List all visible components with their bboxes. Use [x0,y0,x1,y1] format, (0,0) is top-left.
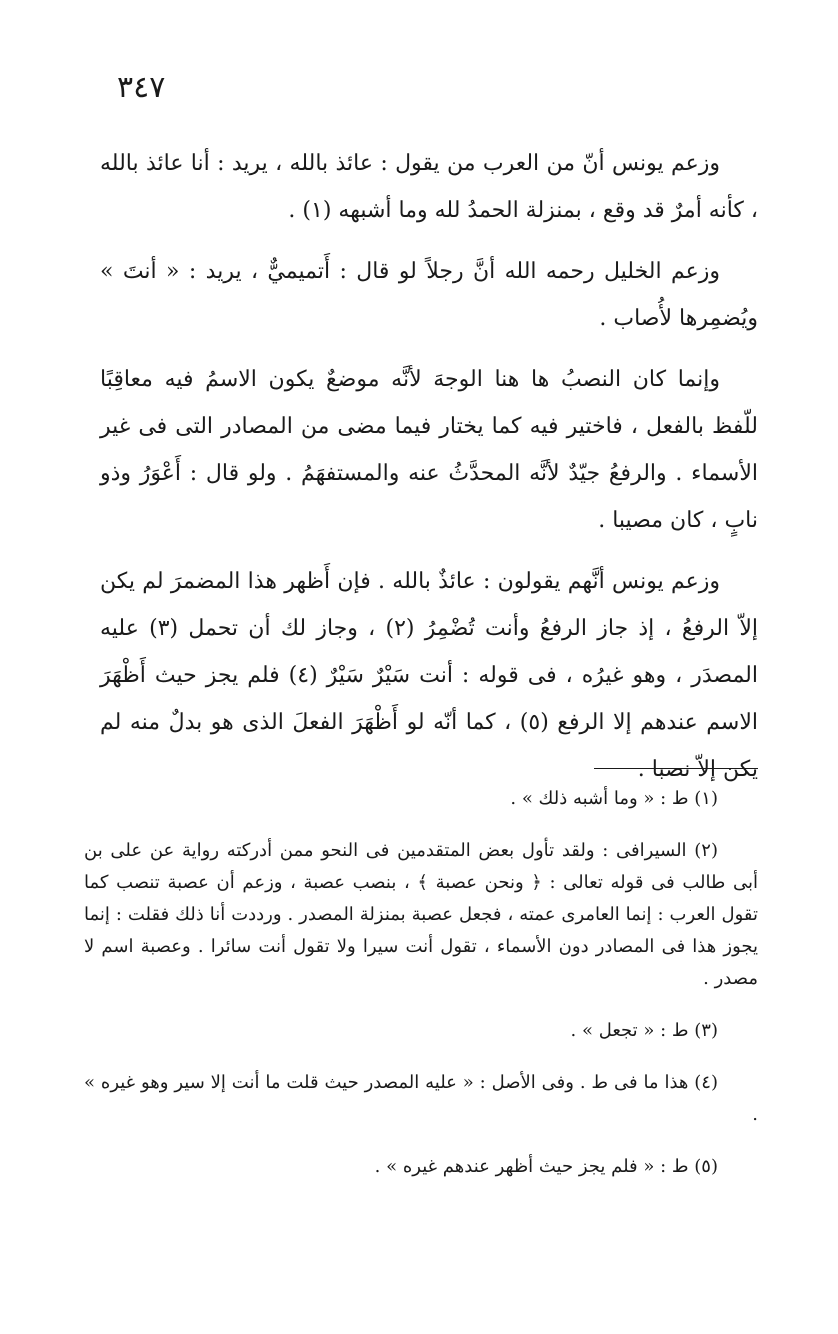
paragraph: وزعم يونس أنّ من العرب من يقول : عائذ بالله ، يريد : أنا عائذ بالله ، كأنه أمرٌ قد وقع ، بمنزلة الحمدُ لله وما أشبهه (١) . [100,151,758,223]
footnote-separator [594,768,758,769]
paragraph: وزعم الخليل رحمه الله أنَّ رجلاً لو قال : أَتميميٌّ ، يريد : « أنتَ » ويُضمِرها لأُصاب . [100,259,758,331]
footnotes [84,783,758,1203]
paragraph: وزعم يونس أنَّهم يقولون : عائذٌ بالله . فإن أَظهر هذا المضمرَ لم يكن إلاّ الرفعُ ، إذ جاز الرفعُ وأنت تُضْمِرُ (٢) ، وجاز لك أن تحمل (٣) عليه المصدَر ، وهو غيرُه ، فى قوله : أنت سَيْرٌ سَيْرٌ (٤) فلم يجز حيث أَظْهَرَ الاسم عندهم إلا الرفع (٥) ، كما أنّه لو أَظْهَرَ الفعلَ الذى هو بدلٌ منه لم يكن إلاّ نصبا . [100,569,759,782]
page-number: ٣٤٧ [117,70,166,105]
footnote: (٣) ط : « تجعل » . [570,1020,718,1041]
paragraph: وإنما كان النصبُ ها هنا الوجهَ لأنَّه موضعٌ يكون الاسمُ فيه معاقِبًا للّفظ بالفعل ، فاختير فيه كما يختار فيما مضى من المصادر التى فى غير الأسماء . والرفعُ جيّدٌ لأنَّه المحدَّثُ عنه والمستفهَمُ . ولو قال : أَعْوَرُ وذو نابٍ ، كان مصيبا . [100,367,758,533]
footnote: (٤) هذا ما فى ط . وفى الأصل : « عليه المصدر حيث قلت ما أنت إلا سير وهو غيره » . [84,1072,758,1125]
footnote: (٢) السيرافى : ولقد تأول بعض المتقدمين فى النحو ممن أدركته رواية عن على بن أبى طالب فى قوله تعالى : ﴿ ونحن عصبة ﴾ ، بنصب عصبة ، وزعم أن عصبة تنصب كما تقول العرب : إنما العامرى عمته ، فجعل عصبة بمنزلة المصدر . ورددت أنا ذلك فقلت : إنما يجوز هذا فى المصادر دون الأسماء ، تقول أنت سيرا ولا تقول أنت سائرا . وعصبة اسم لا مصدر . [84,840,758,989]
main-text [100,140,758,807]
footnote: (٥) ط : « فلم يجز حيث أظهر عندهم غيره » . [374,1156,718,1177]
footnote: (١) ط : « وما أشبه ذلك » . [510,788,718,809]
